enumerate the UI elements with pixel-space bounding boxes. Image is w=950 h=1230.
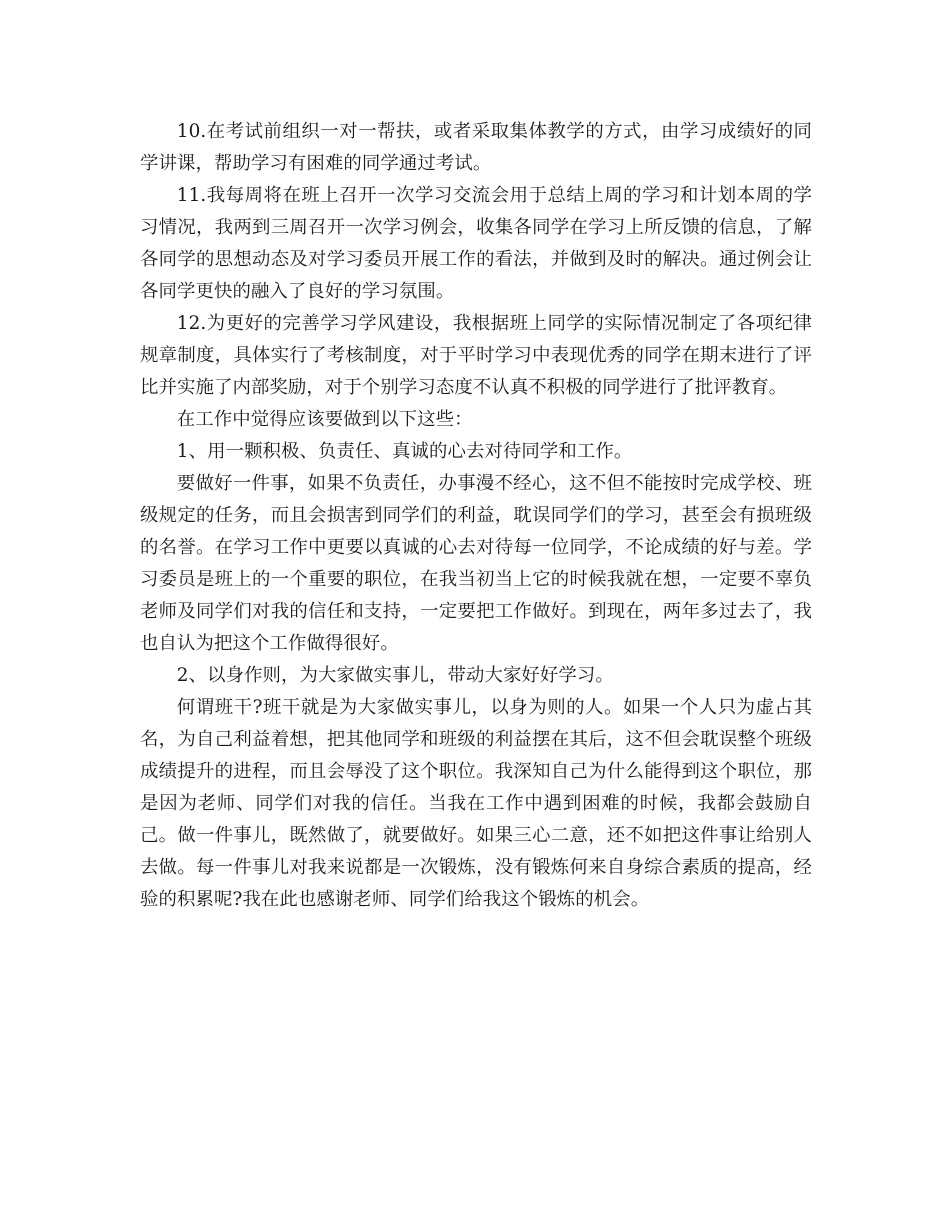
document-body: [140, 116, 812, 916]
paragraph-body-1: 要做好一件事，如果不负责任，办事漫不经心，这不但不能按时完成学校、班级规定的任务，而且会损害到同学们的利益，耽误同学们的学习，甚至会有损班级的名誉。在学习工作中更要以真诚的心去对待每一位同学，不论成绩的好与差。学习委员是班上的一个重要的职位，在我当初当上它的时候我就在想，一定要不辜负老师及同学们对我的信任和支持，一定要把工作做好。到现在，两年多过去了，我也自认为把这个工作做得很好。: [140, 473, 812, 654]
paragraph-heading-2: 2、以身作则，为大家做实事儿，带动大家好好学习。: [176, 665, 614, 686]
paragraph-body-2: 何谓班干?班干就是为大家做实事儿，以身为则的人。如果一个人只为虚占其名，为自己利益着想，把其他同学和班级的利益摆在其后，这不但会耽误整个班级成绩提升的进程，而且会辱没了这个职位。我深知自己为什么能得到这个职位，那是因为老师、同学们对我的信任。当我在工作中遇到困难的时候，我都会鼓励自己。做一件事儿，既然做了，就要做好。如果三心二意，还不如把这件事让给别人去做。每一件事儿对我来说都是一次锻炼，没有锻炼何来自身综合素质的提高，经验的积累呢?我在此也感谢老师、同学们给我这个锻炼的机会。: [140, 697, 812, 910]
paragraph-item-11: 11.我每周将在班上召开一次学习交流会用于总结上周的学习和计划本周的学习情况，我两到三周召开一次学习例会，收集各同学在学习上所反馈的信息，了解各同学的思想动态及对学习委员开展工作的看法，并做到及时的解决。通过例会让各同学更快的融入了良好的学习氛围。: [140, 185, 812, 302]
paragraph-item-10: 10.在考试前组织一对一帮扶，或者采取集体教学的方式，由学习成绩好的同学讲课，帮助学习有困难的同学通过考试。: [140, 121, 812, 174]
paragraph-heading-1: 1、用一颗积极、负责任、真诚的心去对待同学和工作。: [176, 441, 633, 462]
paragraph-item-12: 12.为更好的完善学习学风建设，我根据班上同学的实际情况制定了各项纪律规章制度，具体实行了考核制度，对于平时学习中表现优秀的同学在期末进行了评比并实施了内部奖励，对于个别学习态度不认真不积极的同学进行了批评教育。: [140, 313, 812, 398]
paragraph-intro: 在工作中觉得应该要做到以下这些：: [176, 409, 473, 430]
